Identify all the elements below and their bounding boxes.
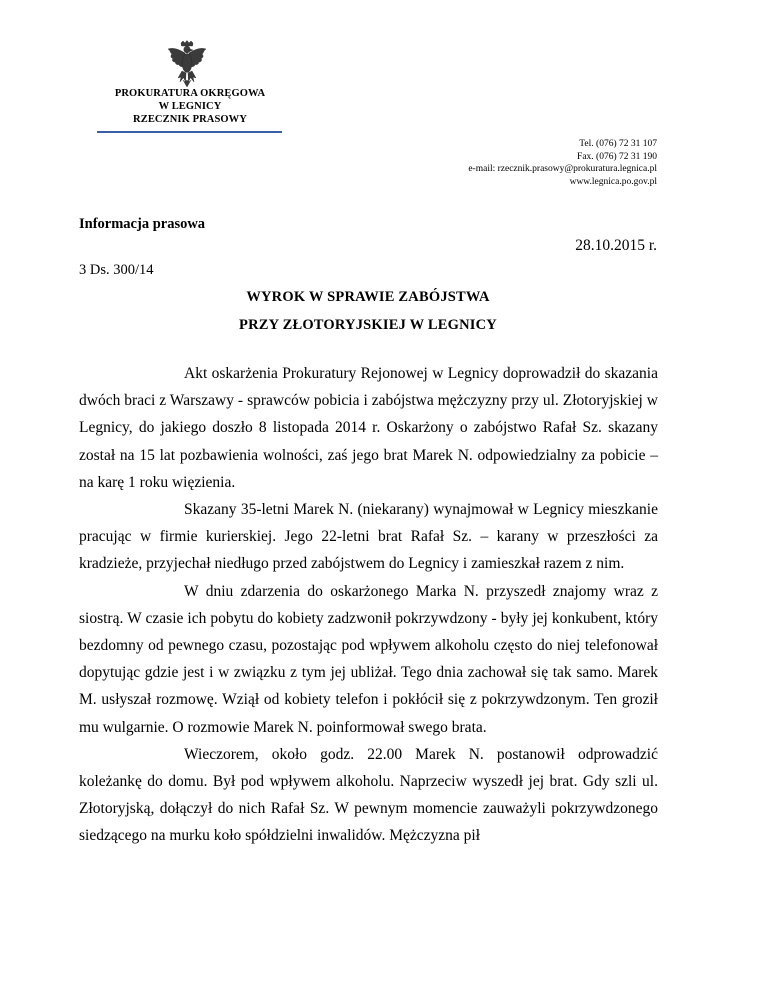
document-body xyxy=(79,360,658,850)
body-paragraph: Akt oskarżenia Prokuratury Rejonowej w Legnicy doprowadził do skazania dwóch braci z Warszawy - sprawców pobicia i zabójstwa mężczyzny przy ul. Złotoryjskiej w Legnicy, do jakiego doszło 8 listopada 2014 r. Oskarżony o zabójstwo Rafał Sz. skazany został na 15 lat pozbawienia wolności, zaś jego brat Marek N. odpowiedzialny za pobicie – na karę 1 roku więzienia. xyxy=(79,365,658,491)
phone-number: Tel. (076) 72 31 107 xyxy=(579,139,657,149)
document-title-line-2: PRZY ZŁOTORYJSKIEJ W LEGNICY xyxy=(239,317,497,333)
office-line-2: W LEGNICY xyxy=(158,101,222,112)
document-heading: Informacja prasowa xyxy=(79,216,206,232)
document-title-line-1: WYROK W SPRAWIE ZABÓJSTWA xyxy=(246,289,490,305)
document-date: 28.10.2015 r. xyxy=(575,237,657,254)
body-paragraph: W dniu zdarzenia do oskarżonego Marka N. przyszedł znajomy wraz z siostrą. W czasie ich pobytu do kobiety zadzwonił pokrzywdzony - były jej konkubent, który bezdomny od pewnego czasu, pozostając pod wpływem alkoholu często do niej telefonował dopytując gdzie jest i w związku z tym jej ubliżał. Tego dnia zachował się tak samo. Marek M. usłyszał rozmowę. Wziął od kobiety telefon i pokłócił się z pokrzywdzonym. Ten groził mu wulgarnie. O rozmowie Marek N. poinformował swego brata. xyxy=(79,582,658,736)
office-line-3: RZECZNIK PRASOWY xyxy=(133,114,247,125)
fax-number: Fax. (076) 72 31 190 xyxy=(577,151,657,162)
office-name xyxy=(95,87,285,126)
body-paragraph: Skazany 35-letni Marek N. (niekarany) wynajmował w Legnicy mieszkanie pracując w firmie kurierskiej. Jego 22-letni brat Rafał Sz. – karany w przeszłości za kradzieże, przyjechał niedługo przed zabójstwem do Legnicy i zamieszkał razem z nim. xyxy=(79,501,658,573)
header-divider xyxy=(97,131,282,133)
polish-eagle-emblem-icon xyxy=(167,40,207,88)
case-signature: 3 Ds. 300/14 xyxy=(79,262,154,278)
email-address[interactable]: e-mail: rzecznik.prasowy@prokuratura.legnica.pl xyxy=(468,164,657,174)
website-link[interactable]: www.legnica.po.gov.pl xyxy=(569,176,657,187)
office-line-1: PROKURATURA OKRĘGOWA xyxy=(114,88,266,99)
body-paragraph: Wieczorem, około godz. 22.00 Marek N. postanowił odprowadzić koleżankę do domu. Był pod wpływem alkoholu. Naprzeciw wyszedł jej brat. Gdy szli ul. Złotoryjską, dołączył do nich Rafał Sz. W pewnym momencie zauważyli pokrzywdzonego siedzącego na murku koło spółdzielni inwalidów. Mężczyzna pił xyxy=(79,745,658,845)
contact-block xyxy=(468,138,657,188)
